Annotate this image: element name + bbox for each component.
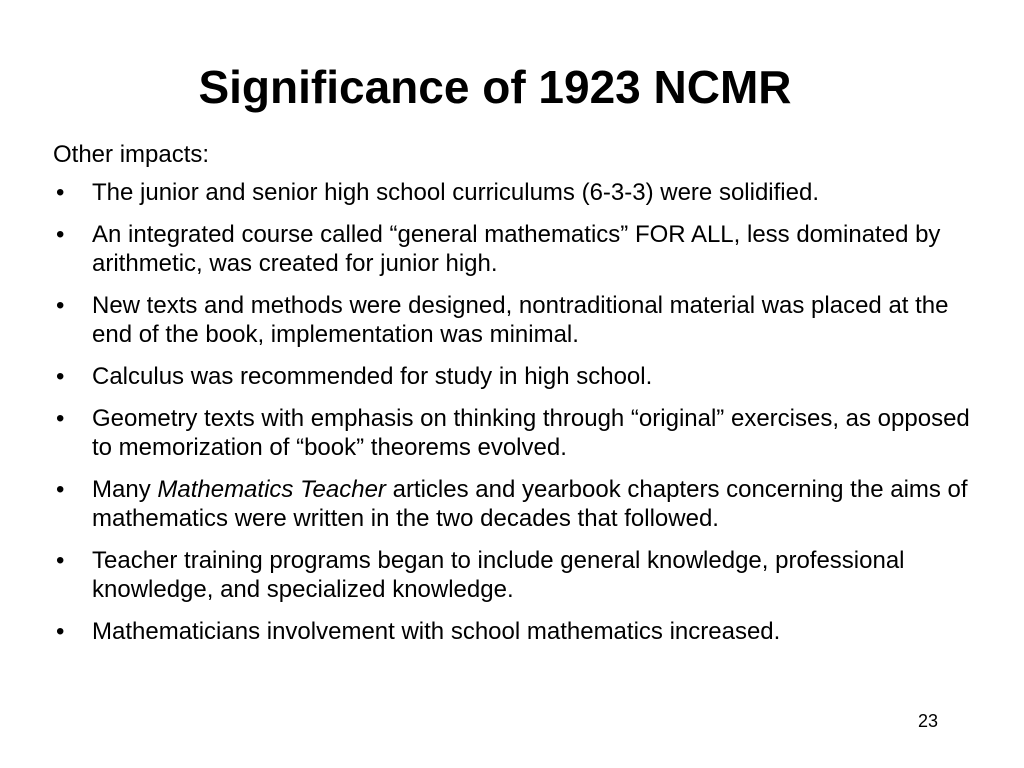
bullet-text-prefix: Many [92,476,158,503]
bullet-item: • Calculus was recommended for study in high school. [53,362,973,391]
slide-body [53,140,973,659]
bullet-item: • New texts and methods were designed, nontraditional material was placed at the end of the book, implementation was minimal. [53,291,973,349]
bullet-item: • Geometry texts with emphasis on thinking through “original” exercises, as opposed to memorization of “book” theorems evolved. [53,404,973,462]
bullet-list [53,178,973,646]
bullet-item: • An integrated course called “general mathematics” FOR ALL, less dominated by arithmetic, was created for junior high. [53,220,973,278]
bullet-item: • The junior and senior high school curriculums (6-3-3) were solidified. [53,178,973,207]
bullet-item: • Teacher training programs began to include general knowledge, professional knowledge, and specialized knowledge. [53,546,973,604]
bullet-item: • Mathematicians involvement with school mathematics increased. [53,617,973,646]
journal-title: Mathematics Teacher [157,476,386,503]
intro-text: Other impacts: [53,141,210,168]
bullet-item [53,475,973,533]
slide-title: Significance of 1923 NCMR [198,61,792,113]
bullet-text-suffix: articles and yearbook chapters concerning the aims of mathematics were written in the two decades that followed. [92,476,968,532]
page-number: 23 [917,711,938,731]
